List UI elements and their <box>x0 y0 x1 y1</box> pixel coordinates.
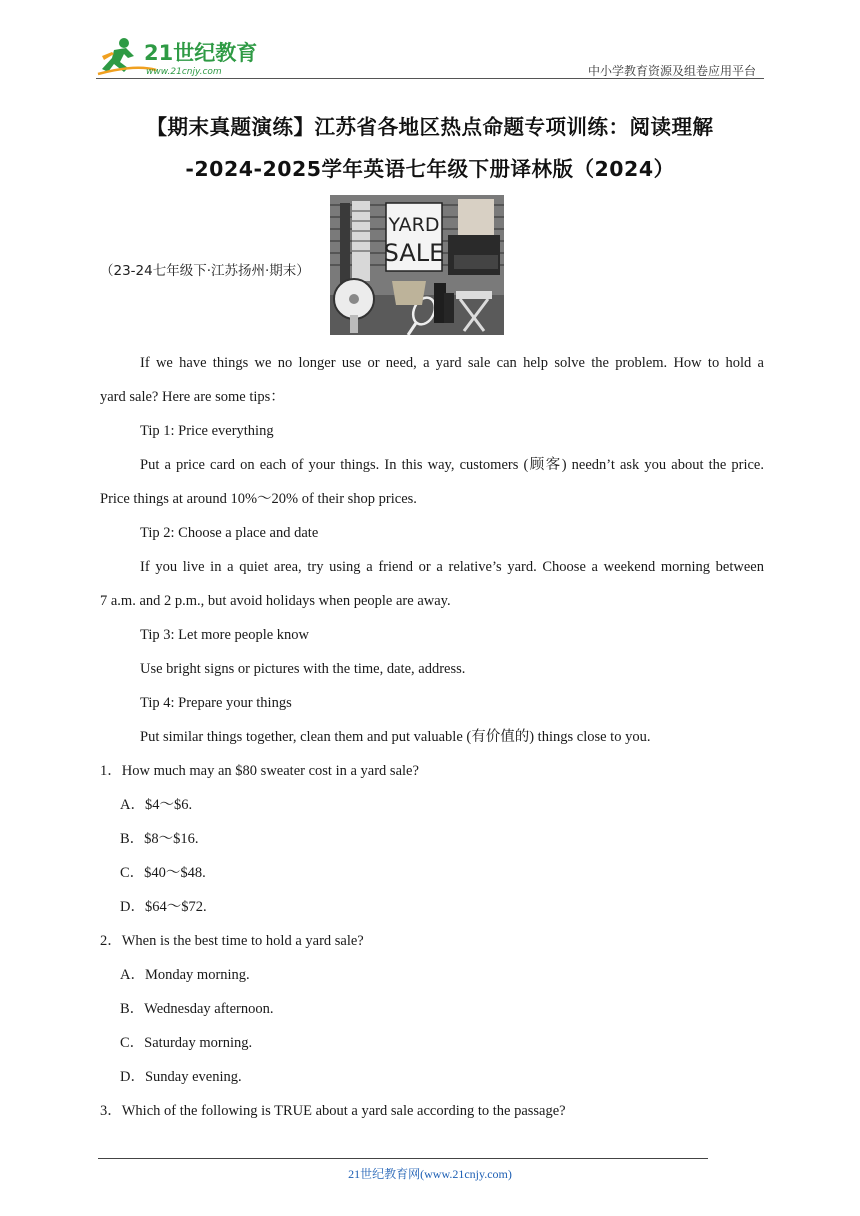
page-title-line2: -2024-2025学年英语七年级下册译林版（2024） <box>185 157 675 181</box>
question-stem: 1．How much may an $80 sweater cost in a yard sale? <box>100 763 419 779</box>
answer-option[interactable]: B．Wednesday afternoon. <box>120 1001 274 1017</box>
answer-option[interactable]: A．Monday morning. <box>120 967 250 983</box>
source-note: （23-24七年级下·江苏扬州·期末） <box>100 263 310 279</box>
passage-line: Use bright signs or pictures with the time, date, address. <box>140 661 466 677</box>
tip-heading: Tip 4: Prepare your things <box>140 695 292 711</box>
passage-line: Put a price card on each of your things. In this way, customers (顾客) needn’t ask you about the price. <box>140 457 764 473</box>
passage-line: If you live in a quiet area, try using a friend or a relative’s yard. Choose a weekend morning between <box>140 559 764 575</box>
photo-sign-yard: YARD <box>388 214 440 236</box>
logo-url: www.21cnjy.com <box>146 67 222 77</box>
passage-line: yard sale? Here are some tips： <box>100 389 285 405</box>
logo-text: 21世纪教育 <box>144 41 258 65</box>
answer-option[interactable]: A．$4～$6. <box>120 797 193 813</box>
tip-heading: Tip 3: Let more people know <box>140 627 310 643</box>
photo-sign-sale: SALE <box>383 239 445 267</box>
page-title-line1: 【期末真题演练】江苏省各地区热点命题专项训练：阅读理解 <box>146 115 714 139</box>
answer-option[interactable]: C．$40～$48. <box>120 865 206 881</box>
answer-option[interactable]: D．$64～$72. <box>120 899 207 915</box>
answer-option[interactable]: C．Saturday morning. <box>120 1035 253 1051</box>
footer-site-link[interactable]: 21世纪教育网(www.21cnjy.com) <box>348 1167 512 1181</box>
header-platform-text: 中小学教育资源及组卷应用平台 <box>587 64 756 78</box>
tip-heading: Tip 2: Choose a place and date <box>140 525 319 541</box>
tip-heading: Tip 1: Price everything <box>140 423 274 439</box>
footer-divider <box>98 1158 708 1159</box>
passage-line: Put similar things together, clean them and put valuable (有价值的) things close to you. <box>140 729 651 745</box>
passage-line: 7 a.m. and 2 p.m., but avoid holidays when people are away. <box>100 593 451 609</box>
question-stem: 2．When is the best time to hold a yard sale? <box>100 933 364 949</box>
reading-passage <box>100 0 764 1150</box>
answer-option[interactable]: B．$8～$16. <box>120 831 199 847</box>
answer-option[interactable]: D．Sunday evening. <box>120 1069 242 1085</box>
passage-line: If we have things we no longer use or need, a yard sale can help solve the problem. How to hold a <box>140 355 764 371</box>
question-stem: 3．Which of the following is TRUE about a yard sale according to the passage? <box>100 1103 566 1119</box>
passage-line: Price things at around 10%～20% of their shop prices. <box>100 491 417 507</box>
